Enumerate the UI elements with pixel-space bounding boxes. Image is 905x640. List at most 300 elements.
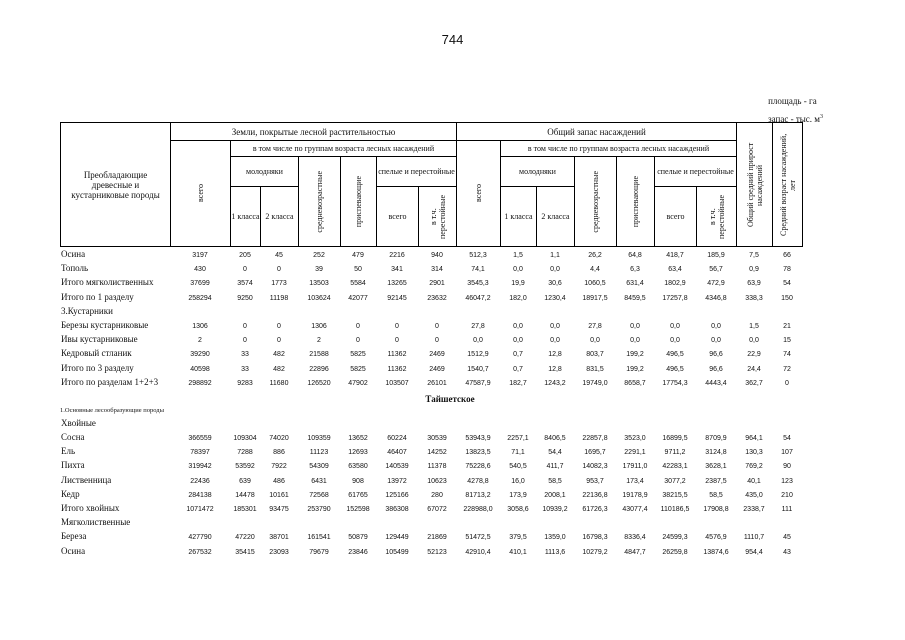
land-young-header: молодняки (231, 157, 299, 187)
table-cell: 4847,7 (624, 548, 646, 556)
table-row (60, 517, 850, 531)
table-cell: 21 (783, 322, 791, 330)
table-cell: 53943,9 (465, 435, 491, 443)
table-cell: 15 (783, 337, 791, 345)
table-cell: 67072 (427, 506, 447, 513)
row-label: Сосна (61, 432, 85, 443)
table-cell: 109304 (233, 435, 257, 443)
table-cell: 37699 (190, 280, 210, 288)
table-cell: 35415 (235, 548, 255, 556)
table-cell: 199,2 (626, 365, 644, 373)
table-cell: 14252 (427, 449, 447, 457)
table-cell: 0 (277, 322, 281, 330)
stock-group-header: Общий запас насаждений (457, 123, 737, 141)
table-cell: 0,0 (513, 337, 523, 345)
table-cell: 0,0 (473, 337, 483, 345)
table-cell: 111 (781, 506, 793, 513)
table-cell: 54 (783, 435, 791, 443)
table-cell: 1110,7 (743, 534, 765, 542)
table-cell: 11378 (427, 463, 447, 471)
table-cell: 16899,5 (662, 435, 688, 443)
table-cell: 13874,6 (703, 548, 729, 556)
table-cell: 92145 (387, 294, 407, 302)
table-cell: 314 (431, 266, 443, 274)
table-cell: 22136,8 (582, 491, 608, 499)
table-cell: 12,8 (548, 351, 562, 359)
table-cell: 6431 (311, 477, 327, 485)
table-cell: 11362 (387, 365, 407, 373)
row-label: Береза (61, 531, 87, 542)
row-label: Мягколиственные (61, 517, 131, 528)
table-cell: 11680 (269, 379, 289, 387)
table-cell: 2 (317, 337, 321, 345)
table-cell: 0,0 (711, 337, 721, 345)
table-cell: 51472,5 (465, 534, 491, 542)
table-cell: 7,5 (749, 252, 759, 259)
table-cell: 107 (781, 449, 793, 457)
table-cell: 8459,5 (624, 294, 646, 302)
table-cell: 386308 (385, 506, 409, 513)
table-cell: 366559 (188, 435, 212, 443)
land-maturing-header: приспевающие (341, 157, 377, 247)
table-cell: 2469 (429, 351, 445, 359)
land-class1-header: 1 класса (231, 187, 261, 247)
table-cell: 109359 (307, 435, 331, 443)
species-col-header: Преобладающие древесные и кустарниковые породы (61, 123, 171, 247)
table-cell: 58,5 (548, 477, 562, 485)
table-cell: 427790 (188, 534, 212, 542)
table-cell: 56,7 (709, 266, 723, 274)
table-row (60, 306, 850, 320)
table-cell: 410,1 (509, 548, 527, 556)
table-cell: 17257,8 (662, 294, 688, 302)
row-label: Осина (61, 249, 86, 259)
row-label: 3.Кустарники (61, 305, 113, 316)
table-cell: 1071472 (186, 506, 214, 513)
land-middle-header: средневозрастные (299, 157, 341, 247)
stock-young-header: молодняки (501, 157, 575, 187)
table-cell: 21869 (427, 534, 447, 542)
table-cell: 1,1 (550, 252, 560, 259)
table-cell: 2008,1 (544, 491, 566, 499)
table-cell: 40,1 (747, 477, 761, 485)
table-cell: 10623 (427, 477, 447, 485)
table-cell: 411,7 (546, 463, 564, 471)
table-cell: 47220 (235, 534, 255, 542)
table-cell: 4346,8 (705, 294, 727, 302)
table-cell: 39 (315, 266, 323, 274)
table-cell: 2338,7 (743, 506, 765, 513)
table-cell: 19,9 (511, 280, 525, 288)
table-header (60, 122, 803, 247)
table-cell: 93475 (269, 506, 289, 513)
table-cell: 38215,5 (662, 491, 688, 499)
table-row (60, 546, 850, 560)
page-number: 744 (441, 32, 464, 47)
table-cell: 185,9 (707, 252, 725, 259)
table-cell: 18917,5 (582, 294, 608, 302)
table-cell: 78397 (190, 449, 210, 457)
land-mature-total-header: всего (377, 187, 419, 247)
table-cell: 0,0 (513, 266, 523, 274)
table-cell: 13265 (387, 280, 407, 288)
table-cell: 1359,0 (544, 534, 566, 542)
table-cell: 205 (239, 252, 251, 259)
table-cell: 63,4 (668, 266, 682, 274)
table-cell: 258294 (188, 294, 212, 302)
table-cell: 16798,3 (582, 534, 608, 542)
avg-age-header: Средний возраст насаждений, лет (773, 123, 803, 247)
table-cell: 486 (273, 477, 285, 485)
table-cell: 9283 (237, 379, 253, 387)
row-label: Итого хвойных (61, 503, 120, 513)
table-cell: 74,1 (471, 266, 485, 274)
table-row (60, 489, 850, 503)
table-cell: 1802,9 (664, 280, 686, 288)
table-cell: 182,7 (509, 379, 527, 387)
table-cell: 0,0 (550, 322, 560, 330)
row-label: Пихта (61, 460, 85, 471)
table-row (60, 292, 850, 306)
table-cell: 4576,9 (705, 534, 727, 542)
row-label: Хвойные (61, 417, 96, 428)
stock-age-groups-header: в том числе по группам возраста лесных насаждений (501, 141, 737, 157)
table-cell: 253790 (307, 506, 331, 513)
row-label: Итого по 1 разделу (61, 291, 134, 302)
table-cell: 8336,4 (624, 534, 646, 542)
stock-overmature-header: в т.ч. перестойные (697, 187, 737, 247)
table-cell: 47587,9 (465, 379, 491, 387)
table-cell: 58,5 (709, 491, 723, 499)
table-cell: 0 (243, 337, 247, 345)
table-cell: 17911,0 (622, 463, 648, 471)
table-cell: 803,7 (586, 351, 604, 359)
table-row (60, 348, 850, 362)
table-cell: 379,5 (509, 534, 527, 542)
section-subtitle: 1.Основные лесообразующие породы (60, 406, 164, 414)
table-cell: 26,2 (588, 252, 602, 259)
table-cell: 831,5 (586, 365, 604, 373)
table-cell: 22436 (190, 477, 210, 485)
table-cell: 252 (313, 252, 325, 259)
table-cell: 1060,5 (584, 280, 606, 288)
table-cell: 16,0 (511, 477, 525, 485)
table-cell: 3077,2 (664, 477, 686, 485)
table-cell: 0 (243, 322, 247, 330)
table-cell: 769,2 (745, 463, 763, 471)
table-cell: 39290 (190, 351, 210, 359)
table-cell: 64,8 (628, 252, 642, 259)
table-cell: 4,4 (590, 266, 600, 274)
table-cell: 61765 (348, 491, 368, 499)
table-cell: 338,3 (745, 294, 763, 302)
table-cell: 3628,1 (705, 463, 727, 471)
table-cell: 43 (783, 548, 791, 556)
table-cell: 42077 (348, 294, 368, 302)
table-cell: 22,9 (747, 351, 761, 359)
table-cell: 7288 (237, 449, 253, 457)
table-cell: 90 (783, 463, 791, 471)
table-cell: 150 (781, 294, 793, 302)
table-cell: 0 (395, 337, 399, 345)
table-cell: 173,9 (509, 491, 527, 499)
table-cell: 886 (273, 449, 285, 457)
table-cell: 631,4 (626, 280, 644, 288)
row-label: Кедр (61, 488, 80, 499)
table-cell: 0 (277, 337, 281, 345)
table-row (60, 334, 850, 348)
table-cell: 78 (783, 266, 791, 274)
table-cell: 10161 (269, 491, 289, 499)
table-cell: 123 (781, 477, 793, 485)
table-cell: 0,0 (749, 337, 759, 345)
table-cell: 0,0 (670, 322, 680, 330)
stock-maturing-header: приспевающие (617, 157, 655, 247)
table-cell: 17754,3 (662, 379, 688, 387)
row-label: Кедровый стланик (61, 348, 132, 359)
table-cell: 1306 (311, 322, 327, 330)
table-cell: 47902 (348, 379, 368, 387)
table-cell: 430 (194, 266, 206, 274)
row-label: Тополь (61, 263, 89, 274)
table-cell: 1243,2 (544, 379, 566, 387)
table-cell: 1,5 (749, 322, 759, 330)
table-cell: 72568 (309, 491, 329, 499)
row-label: Ивы кустарниковые (61, 334, 138, 345)
table-cell: 2469 (429, 365, 445, 373)
table-cell: 79679 (309, 548, 329, 556)
table-cell: 61726,3 (582, 506, 608, 513)
table-cell: 74020 (269, 435, 289, 443)
table-cell: 33 (241, 365, 249, 373)
table-cell: 4443,4 (705, 379, 727, 387)
table-cell: 940 (431, 252, 443, 259)
table-cell: 1512,9 (467, 351, 489, 359)
table-cell: 8406,5 (544, 435, 566, 443)
table-cell: 210 (781, 491, 793, 499)
table-cell: 2 (198, 337, 202, 345)
table-cell: 3545,3 (467, 280, 489, 288)
table-cell: 284138 (188, 491, 212, 499)
table-cell: 66 (783, 252, 791, 259)
table-cell: 23093 (269, 548, 289, 556)
table-cell: 46047,2 (465, 294, 491, 302)
table-cell: 103624 (307, 294, 331, 302)
table-row (60, 446, 850, 460)
table-cell: 45 (783, 534, 791, 542)
row-label: Осина (61, 545, 86, 556)
table-cell: 63,9 (747, 280, 761, 288)
table-cell: 182,0 (509, 294, 527, 302)
table-cell: 110186,5 (660, 506, 690, 513)
stock-mature-header: спелые и перестойные (655, 157, 737, 187)
table-cell: 482 (273, 351, 285, 359)
table-row (60, 363, 850, 377)
table-cell: 9711,2 (664, 449, 686, 457)
table-cell: 540,5 (509, 463, 527, 471)
table-cell: 479 (352, 252, 364, 259)
table-cell: 96,6 (709, 351, 723, 359)
table-cell: 0 (435, 337, 439, 345)
table-cell: 0 (395, 322, 399, 330)
stock-class1-header: 1 класса (501, 187, 537, 247)
table-row (60, 475, 850, 489)
table-cell: 319942 (188, 463, 212, 471)
table-cell: 46407 (387, 449, 407, 457)
table-cell: 42910,4 (465, 548, 491, 556)
table-cell: 8709,9 (705, 435, 727, 443)
row-label: Итого мягколиственных (61, 277, 154, 288)
table-cell: 105499 (385, 548, 409, 556)
table-cell: 14478 (235, 491, 255, 499)
table-cell: 14082,3 (582, 463, 608, 471)
table-cell: 418,7 (666, 252, 684, 259)
table-cell: 60224 (387, 435, 407, 443)
section-title: Тайшетское (425, 393, 475, 404)
table-row (60, 320, 850, 334)
table-cell: 81713,2 (465, 491, 491, 499)
table-cell: 75228,6 (465, 463, 491, 471)
stock-unit: запас - тыс. $м^3$ (768, 114, 823, 124)
table-cell: 13503 (309, 280, 329, 288)
table-cell: 63580 (348, 463, 368, 471)
table-cell: 5584 (350, 280, 366, 288)
table-cell: 7922 (271, 463, 287, 471)
table-cell: 1306 (192, 322, 208, 330)
table-cell: 298892 (188, 379, 212, 387)
table-cell: 50879 (348, 534, 368, 542)
table-cell: 3523,0 (624, 435, 646, 443)
table-cell: 24,4 (747, 365, 761, 373)
table-row (60, 432, 850, 446)
table-cell: 0,7 (513, 365, 523, 373)
table-cell: 52123 (427, 548, 447, 556)
table-cell: 103507 (385, 379, 409, 387)
table-cell: 0,0 (630, 322, 640, 330)
table-cell: 8658,7 (624, 379, 646, 387)
table-cell: 3574 (237, 280, 253, 288)
table-cell: 30539 (427, 435, 447, 443)
table-cell: 953,7 (586, 477, 604, 485)
table-cell: 11362 (387, 351, 407, 359)
table-cell: 512,3 (469, 252, 487, 259)
table-cell: 0 (435, 322, 439, 330)
table-cell: 964,1 (745, 435, 763, 443)
table-cell: 13652 (348, 435, 368, 443)
table-cell: 173,4 (626, 477, 644, 485)
table-cell: 19178,9 (622, 491, 648, 499)
table-cell: 2257,1 (507, 435, 529, 443)
table-cell: 126520 (307, 379, 331, 387)
land-class2-header: 2 класса (261, 187, 299, 247)
area-unit: площадь - га (768, 96, 817, 106)
table-cell: 341 (391, 266, 403, 274)
table-row (60, 249, 850, 263)
land-total-header: всего (171, 141, 231, 247)
table-cell: 38701 (269, 534, 289, 542)
table-cell: 19749,0 (582, 379, 608, 387)
table-cell: 267532 (188, 548, 212, 556)
table-cell: 54309 (309, 463, 329, 471)
table-cell: 496,5 (666, 351, 684, 359)
table-cell: 2387,5 (705, 477, 727, 485)
table-cell: 1695,7 (584, 449, 606, 457)
table-cell: 26101 (427, 379, 447, 387)
table-cell: 0,0 (513, 322, 523, 330)
table-cell: 13972 (387, 477, 407, 485)
stock-mature-total-header: всего (655, 187, 697, 247)
table-row (60, 277, 850, 291)
table-cell: 3058,6 (507, 506, 529, 513)
row-label: Итого по разделам 1+2+3 (61, 376, 159, 387)
table-cell: 129449 (385, 534, 409, 542)
table-cell: 152598 (346, 506, 370, 513)
table-cell: 908 (352, 477, 364, 485)
table-cell: 2216 (389, 252, 405, 259)
row-label: Березы кустарниковые (61, 319, 149, 330)
table-cell: 954,4 (745, 548, 763, 556)
table-cell: 30,6 (548, 280, 562, 288)
table-cell: 54,4 (548, 449, 562, 457)
table-cell: 1,5 (513, 252, 523, 259)
table-cell: 3124,8 (705, 449, 727, 457)
table-cell: 17908,8 (703, 506, 729, 513)
table-cell: 199,2 (626, 351, 644, 359)
table-cell: 482 (273, 365, 285, 373)
table-cell: 96,6 (709, 365, 723, 373)
table-cell: 280 (431, 491, 443, 499)
table-cell: 2291,1 (624, 449, 646, 457)
table-cell: 0,0 (590, 337, 600, 345)
table-cell: 0 (785, 379, 789, 387)
table-cell: 1113,6 (544, 548, 566, 556)
table-cell: 0,9 (749, 266, 759, 274)
land-group-header: Земли, покрытые лесной растительностью (171, 123, 457, 141)
table-cell: 435,0 (745, 491, 763, 499)
table-cell: 9250 (237, 294, 253, 302)
table-cell: 0 (277, 266, 281, 274)
table-cell: 45 (275, 252, 283, 259)
table-cell: 4278,8 (467, 477, 489, 485)
table-row (60, 418, 850, 432)
stock-middle-header: средневозрастные (575, 157, 617, 247)
land-overmature-header: в т.ч. перестойные (419, 187, 457, 247)
table-cell: 42283,1 (662, 463, 688, 471)
table-cell: 10279,2 (582, 548, 608, 556)
table-cell: 54 (783, 280, 791, 288)
table-cell: 472,9 (707, 280, 725, 288)
table-cell: 161541 (307, 534, 331, 542)
table-cell: 10939,2 (542, 506, 568, 513)
table-cell: 22857,8 (582, 435, 608, 443)
table-cell: 21588 (309, 351, 329, 359)
row-label: Итого по 3 разделу (61, 362, 134, 373)
table-row (60, 460, 850, 474)
table-row (60, 263, 850, 277)
stock-total-header: всего (457, 141, 501, 247)
table-row (60, 503, 850, 517)
table-cell: 0,0 (630, 337, 640, 345)
table-cell: 27,8 (471, 322, 485, 330)
table-row (60, 377, 850, 391)
table-cell: 362,7 (745, 379, 763, 387)
table-cell: 0,0 (550, 266, 560, 274)
table-cell: 23846 (348, 548, 368, 556)
table-cell: 74 (783, 351, 791, 359)
table-cell: 0,0 (711, 322, 721, 330)
table-cell: 23632 (427, 294, 447, 302)
table-cell: 0 (356, 322, 360, 330)
